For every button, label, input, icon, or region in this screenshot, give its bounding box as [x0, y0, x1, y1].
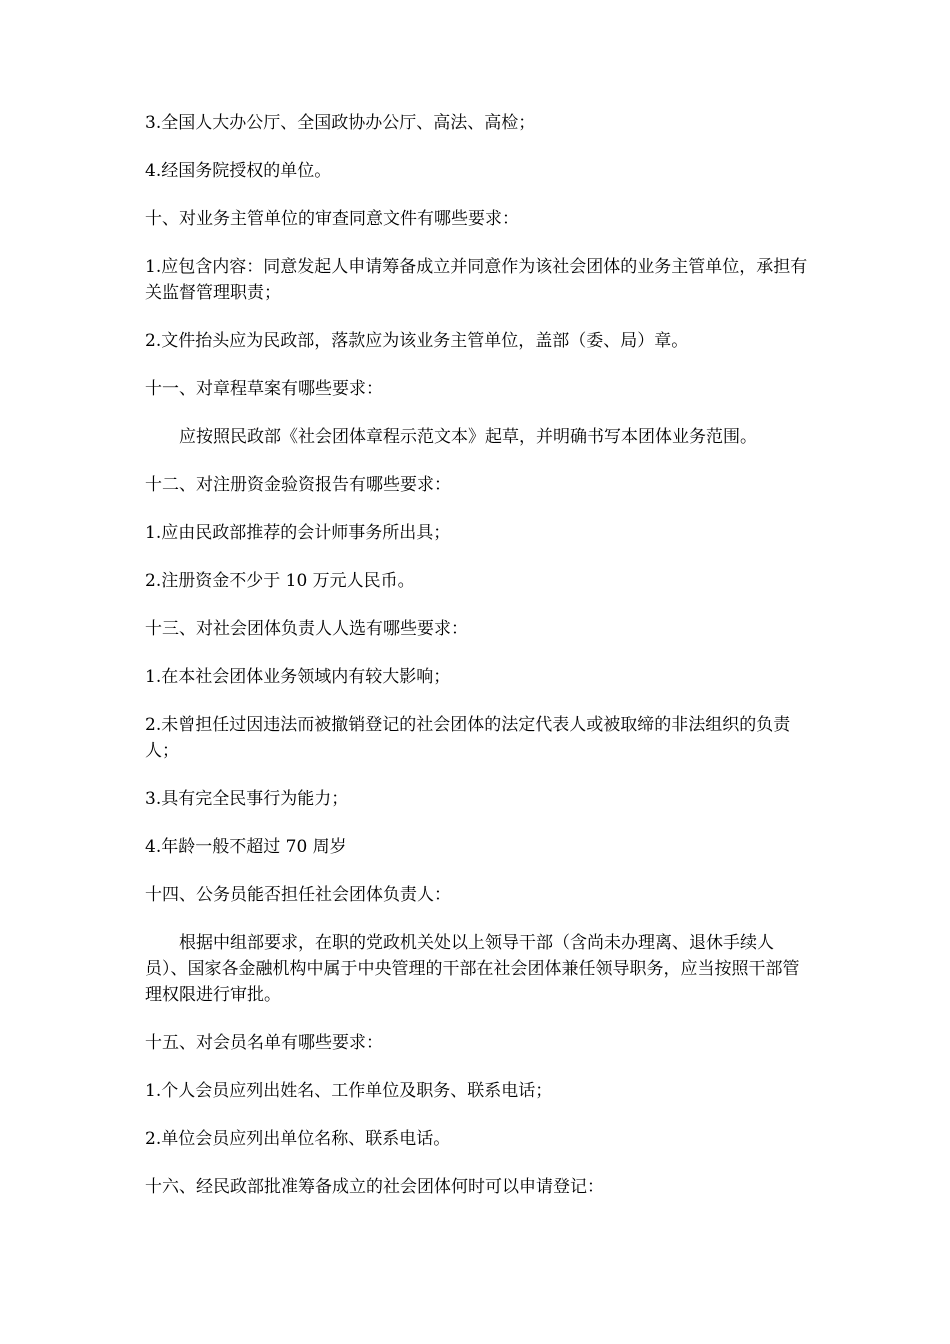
section-heading: 十三、对社会团体负责人人选有哪些要求：: [145, 619, 468, 639]
section-heading: 十、对业务主管单位的审查同意文件有哪些要求：: [145, 209, 519, 229]
paragraph: 4.年龄一般不超过 70 周岁: [145, 837, 347, 857]
paragraph: 3.全国人大办公厅、全国政协办公厅、高法、高检；: [145, 113, 536, 133]
paragraph: 1.应包含内容：同意发起人申请筹备成立并同意作为该社会团体的业务主管单位，承担有关监督管理职责；: [145, 257, 808, 303]
paragraph: 2.注册资金不少于 10 万元人民币。: [145, 571, 415, 591]
section-heading: 十六、经民政部批准筹备成立的社会团体何时可以申请登记：: [145, 1177, 604, 1197]
paragraph: 应按照民政部《社会团体章程示范文本》起草，并明确书写本团体业务范围。: [179, 427, 757, 447]
section-heading: 十五、对会员名单有哪些要求：: [145, 1033, 383, 1053]
section-heading: 十二、对注册资金验资报告有哪些要求：: [145, 475, 451, 495]
paragraph: 1.应由民政部推荐的会计师事务所出具；: [145, 523, 451, 543]
paragraph: 根据中组部要求，在职的党政机关处以上领导干部（含尚未办理离、退休手续人员）、国家各金融机构中属于中央管理的干部在社会团体兼任领导职务，应当按照干部管理权限进行审批。: [145, 933, 800, 1005]
paragraph: 4.经国务院授权的单位。: [145, 161, 332, 181]
paragraph: 1.个人会员应列出姓名、工作单位及职务、联系电话；: [145, 1081, 553, 1101]
paragraph: 2.单位会员应列出单位名称、联系电话。: [145, 1129, 451, 1149]
paragraph: 1.在本社会团体业务领域内有较大影响；: [145, 667, 451, 687]
paragraph: 3.具有完全民事行为能力；: [145, 789, 349, 809]
paragraph: 2.文件抬头应为民政部，落款应为该业务主管单位，盖部（委、局）章。: [145, 331, 689, 351]
document-body: [145, 110, 815, 1222]
section-heading: 十一、对章程草案有哪些要求：: [145, 379, 383, 399]
paragraph: 2.未曾担任过因违法而被撤销登记的社会团体的法定代表人或被取缔的非法组织的负责人；: [145, 715, 791, 761]
section-heading: 十四、公务员能否担任社会团体负责人：: [145, 885, 451, 905]
